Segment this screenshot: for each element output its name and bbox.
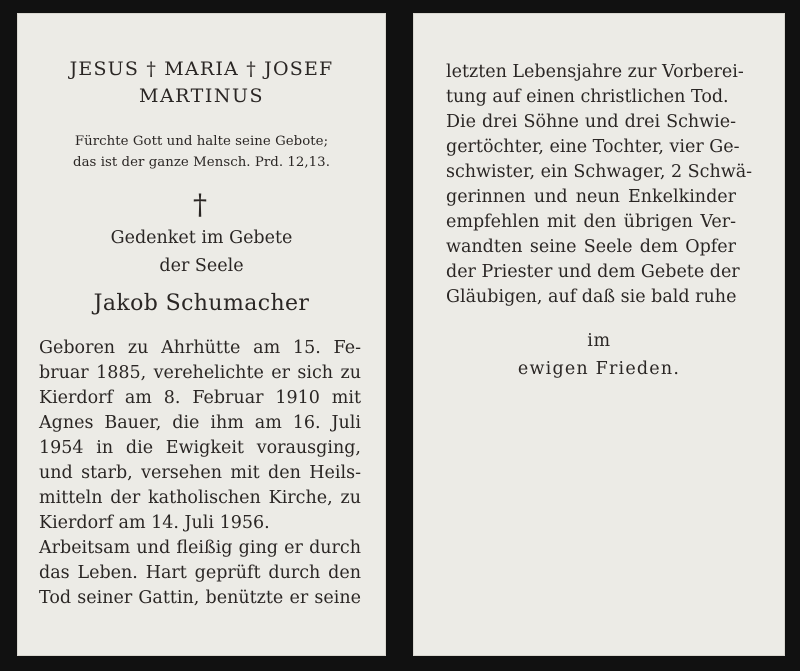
continuation-line: letzten Lebensjahre zur Vorberei-	[446, 62, 744, 82]
biography-line: mitteln der katholischen Kirche, zu	[39, 488, 361, 508]
deceased-name: Jakob Schumacher	[93, 291, 310, 316]
biography-line: Agnes Bauer, die ihm am 16. Juli	[39, 413, 361, 433]
biography-line: Kierdorf am 8. Februar 1910 mit	[39, 388, 361, 408]
closing-line-2: ewigen Frieden.	[517, 359, 681, 379]
continuation-line: schwister, ein Schwager, 2 Schwä-	[446, 162, 753, 182]
biography-line: das Leben. Hart geprüft durch den	[39, 563, 361, 583]
quote-line-2: das ist der ganze Mensch. Prd. 12,13.	[73, 155, 330, 170]
continuation-line: empfehlen mit den übrigen Ver-	[446, 212, 736, 232]
biography-line: Tod seiner Gattin, benützte er seine	[39, 588, 361, 608]
continuation-line: der Priester und dem Gebete der	[446, 262, 740, 282]
biography-line: bruar 1885, verehelichte er sich zu	[39, 363, 361, 383]
quote-line-1: Fürchte Gott und halte seine Gebote;	[74, 134, 329, 149]
continuation-line: wandten seine Seele dem Opfer	[446, 237, 736, 257]
biography-line: 1954 in die Ewigkeit vorausging,	[39, 438, 361, 458]
header-line-1: JESUS † MARIA † JOSEF	[69, 58, 334, 80]
continuation-line: tung auf einen christlichen Tod.	[446, 87, 729, 107]
memento-line-1: Gedenket im Gebete	[110, 228, 293, 248]
continuation-line: gerinnen und neun Enkelkinder	[446, 187, 736, 207]
biography-line: Arbeitsam und fleißig ging er durch	[39, 538, 361, 558]
left-card	[17, 13, 386, 656]
biography-line: und starb, versehen mit den Heils-	[39, 463, 361, 483]
continuation-line: gertöchter, eine Tochter, vier Ge-	[446, 137, 740, 157]
memento-line-2: der Seele	[159, 256, 244, 276]
right-card	[413, 13, 785, 656]
header-line-2: MARTINUS	[139, 85, 264, 107]
cross-icon: †	[193, 188, 207, 221]
continuation-line: Gläubigen, auf daß sie bald ruhe	[446, 287, 737, 307]
continuation-line: Die drei Söhne und drei Schwie-	[446, 112, 736, 132]
biography-line: Kierdorf am 14. Juli 1956.	[39, 513, 270, 533]
biography-line: Geboren zu Ahrhütte am 15. Fe-	[39, 338, 361, 358]
closing-line-1: im	[587, 331, 611, 351]
